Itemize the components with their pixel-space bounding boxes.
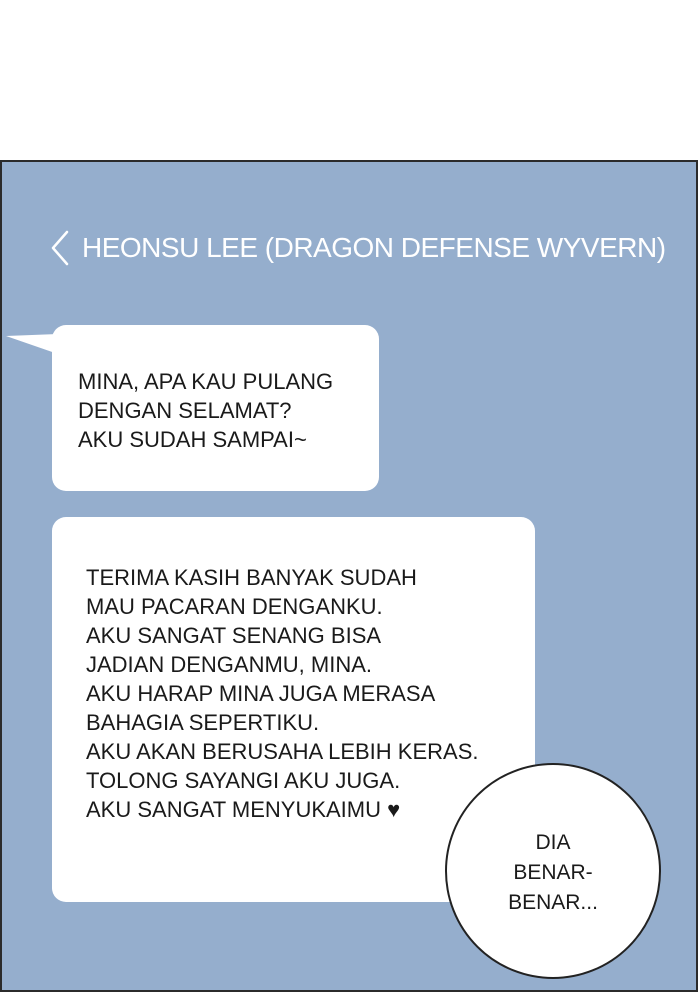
message-line: AKU SANGAT MENYUKAIMU ♥ [86, 797, 401, 822]
chevron-left-icon[interactable] [48, 228, 74, 268]
message-line: AKU SANGAT SENANG BISA [86, 623, 382, 648]
thought-bubble [445, 763, 661, 979]
message-line: AKU AKAN BERUSAHA LEBIH KERAS. [86, 739, 479, 764]
thought-line: BENAR... [508, 891, 598, 914]
message-line: JADIAN DENGANMU, MINA. [86, 652, 373, 677]
message-line: TERIMA KASIH BANYAK SUDAH [86, 565, 417, 590]
message-line: DENGAN SELAMAT? [78, 398, 292, 423]
message-line: MINA, APA KAU PULANG [78, 369, 334, 394]
message-line: AKU HARAP MINA JUGA MERASA [86, 681, 436, 706]
message-line: MAU PACARAN DENGANKU. [86, 594, 383, 619]
bubble-tail [6, 334, 58, 356]
message-line: AKU SUDAH SAMPAI~ [78, 427, 307, 452]
contact-name: HEONSU LEE (DRAGON DEFENSE WYVERN) [82, 232, 666, 263]
chat-header [48, 226, 666, 270]
message-line: BAHAGIA SEPERTIKU. [86, 710, 320, 735]
message-bubble [52, 325, 379, 491]
thought-line: BENAR- [513, 861, 593, 884]
message-line: TOLONG SAYANGI AKU JUGA. [86, 768, 401, 793]
thought-line: DIA [535, 831, 571, 854]
